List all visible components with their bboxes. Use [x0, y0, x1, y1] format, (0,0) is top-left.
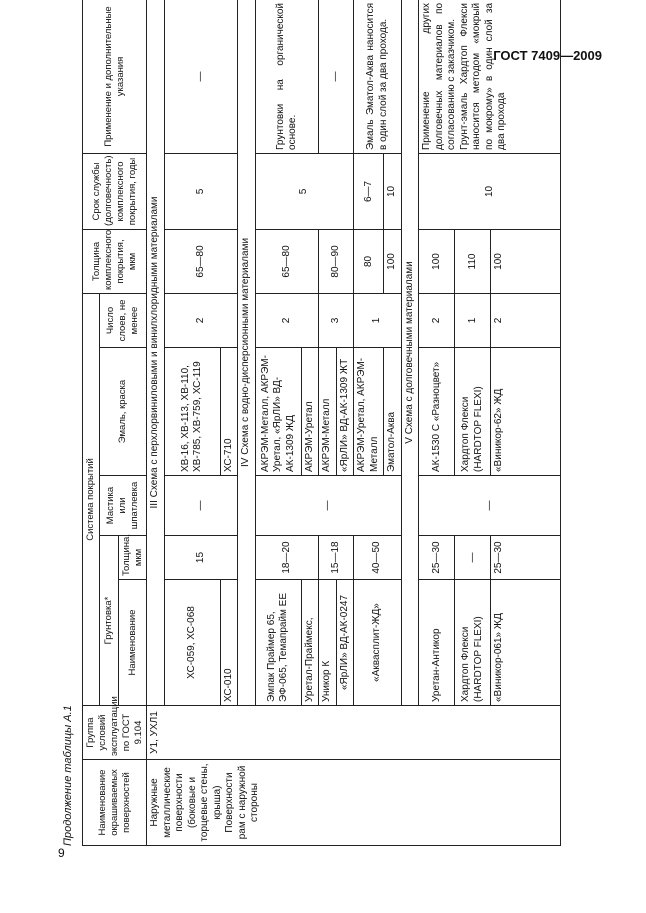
layers-value: 1 — [354, 293, 402, 347]
primer-thickness: 25—30 — [419, 536, 455, 580]
layers-value: 2 — [255, 293, 319, 347]
primer-thickness: 18—20 — [255, 536, 319, 580]
col-header-service-life: Срок службы (долговечность) комплексного покрытия, годы — [83, 153, 147, 229]
note-value: — — [164, 0, 238, 153]
section-title-3: III Схема с перхлорвиниловыми и винилхлоридными материалами — [147, 0, 165, 706]
primer-name: «Аквасплит-ЖД» — [354, 580, 402, 706]
layers-value: 1 — [455, 293, 491, 347]
surfaces-text: Наружные металлические поверхности (боковые и торцевые стены, крыша) — [149, 763, 223, 842]
enamel-value: «ЯрЛИ» ВД-АК-1309 ЖТ — [336, 348, 354, 476]
total-thickness-value: 80 — [354, 229, 384, 293]
surfaces-cell — [147, 760, 561, 846]
coating-systems-table — [82, 0, 561, 846]
enamel-value: АКРЭМ-Уретал — [301, 348, 319, 476]
rotated-table-area — [62, 0, 612, 846]
col-header-mastic: Мастика или шпатлевка — [99, 476, 147, 536]
conditions-cell: У1, УХЛ1 — [147, 706, 561, 760]
enamel-value: ХС-710 — [220, 348, 238, 476]
primer-name: ХС-059, ХС-068 — [164, 580, 220, 706]
surfaces-text-2: Поверхности рам с наружной стороны — [224, 765, 261, 840]
col-header-primer: Грунтовка* — [99, 536, 118, 706]
service-life-value: 10 — [419, 153, 561, 229]
primer-name: «Виникор-061» ЖД — [491, 580, 561, 706]
layers-value: 2 — [491, 293, 561, 347]
primer-name: Уретал-Праймекс, — [301, 580, 319, 706]
note-text: Грунт-эмаль Хардтоп Флекси наносится методом «мокрый по мокрому» в один слой за два прохода — [458, 2, 508, 150]
total-thickness-value: 65—80 — [255, 229, 319, 293]
primer-name: Эмпак Праймер 65, ЭФ-065, Темапрайм ЕЕ — [255, 580, 301, 706]
header-row-1 — [83, 0, 100, 846]
note-text: Применение других долговечных материалов по согласованию с заказчиком. — [421, 2, 458, 150]
col-header-conditions: Группа условий эксплуатации по ГОСТ 9.104 — [83, 706, 147, 760]
col-header-primer-thickness: Толщина, мкм — [118, 536, 147, 580]
mastic-value: — — [164, 476, 238, 536]
enamel-value: Эматол-Аква — [384, 348, 402, 476]
col-header-enamel: Эмаль, краска — [99, 348, 147, 476]
enamel-value: ХВ-16, ХВ-113, ХВ-110, ХВ-785, ХВ-759, ХС-119 — [164, 348, 220, 476]
col-header-primer-name: Наименование — [118, 580, 147, 706]
service-life-value: 6—7 — [354, 153, 384, 229]
section-row — [147, 0, 165, 846]
col-header-layers: Число слоев, не менее — [99, 293, 147, 347]
layers-value: 3 — [319, 293, 354, 347]
primer-name: ХС-010 — [220, 580, 238, 706]
document-code: ГОСТ 7409—2009 — [493, 48, 602, 63]
enamel-value: «Виникор-62» ЖД — [491, 348, 561, 476]
col-header-surfaces: Наименование окрашиваемых поверхностей — [83, 760, 147, 846]
total-thickness-value: 100 — [384, 229, 402, 293]
primer-thickness: 40—50 — [354, 536, 402, 580]
layers-value: 2 — [419, 293, 455, 347]
enamel-value: Хардтоп Флекси (HARDTOP FLEXI) — [455, 348, 491, 476]
note-value: Грунтовки на органической основе. — [255, 0, 319, 153]
primer-thickness: 25—30 — [491, 536, 561, 580]
primer-thickness: 15 — [164, 536, 238, 580]
page-number: 9 — [58, 846, 65, 860]
enamel-value: АКРЭМ-Металл — [319, 348, 337, 476]
primer-thickness: 15—18 — [319, 536, 354, 580]
primer-name: Хардтоп Флекси (HARDTOP FLEXI) — [455, 580, 491, 706]
enamel-value: АК-1530 С «Разноцвет» — [419, 348, 455, 476]
col-header-notes: Применение и дополнительные указания — [83, 0, 147, 153]
primer-thickness: — — [455, 536, 491, 580]
total-thickness-value: 110 — [455, 229, 491, 293]
enamel-value: АКРЭМ-Уретал, АКРЭМ-Металл — [354, 348, 384, 476]
mastic-value: — — [255, 476, 401, 536]
note-value: — — [319, 0, 354, 153]
col-header-total-thickness: Толщина комплексного покрытия, мкм — [83, 229, 147, 293]
section-title-4: IV Схема с водно-дисперсионными материалами — [238, 0, 256, 706]
note-value: Эмаль Эматол-Аква наносится в один слой за два прохода. — [354, 0, 402, 153]
service-life-value: 5 — [255, 153, 354, 229]
total-thickness-value: 100 — [491, 229, 561, 293]
service-life-value: 5 — [164, 153, 238, 229]
col-header-system: Система покрытий — [83, 293, 100, 705]
table-caption: Продолжение таблицы А.1 — [62, 705, 74, 846]
total-thickness-value: 65—80 — [164, 229, 238, 293]
service-life-value: 10 — [384, 153, 402, 229]
note-value — [419, 0, 561, 153]
primer-name: Уникор К — [319, 580, 337, 706]
primer-name: «ЯрЛИ» ВД-АК-0247 — [336, 580, 354, 706]
total-thickness-value: 80—90 — [319, 229, 354, 293]
mastic-value: — — [419, 476, 561, 536]
enamel-value: АКРЭМ-Металл, АКРЭМ-Уретал, «ЯрЛИ» ВД-АК-1309 ЖД — [255, 348, 301, 476]
section-title-5: V Схема с долговечными материалами — [401, 0, 419, 706]
layers-value: 2 — [164, 293, 238, 347]
primer-name: Уретан-Антикор — [419, 580, 455, 706]
total-thickness-value: 100 — [419, 229, 455, 293]
